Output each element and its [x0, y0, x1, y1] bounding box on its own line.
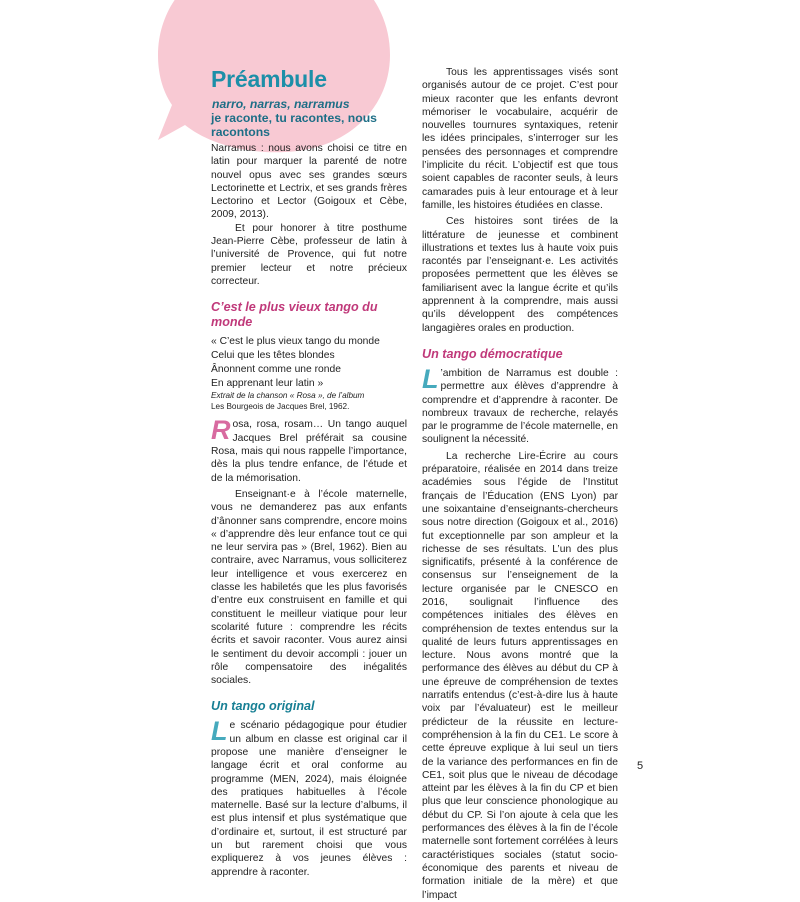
page-number: 5: [637, 760, 644, 772]
drop-cap: L: [422, 363, 439, 394]
poem-quote: [211, 335, 407, 390]
poem-caption: [211, 391, 407, 412]
poem-line: Ânonnent comme une ronde: [211, 363, 341, 375]
poem-line: Celui que les têtes blondes: [211, 350, 335, 362]
poem-caption-line: Les Bourgeois de Jacques Brel, 1962.: [211, 401, 350, 411]
drop-cap: R: [211, 415, 231, 446]
right-column: [422, 66, 618, 902]
original-paragraph: Le scénario pédagogique pour étudier un album en classe est original car il propose une manière d’enseigner le langage écrit et oral conforme au programme (MEN, 2024), mais éloignée des pratiques habituelles à l’école maternelle. Basé sur la lecture d’albums, il est plus intensif et plus systématique que d’ordinaire et, surtout, il est structuré par un but rarement choisi que vous expliquerez à vos jeunes élèves : apprendre à raconter.: [211, 716, 407, 878]
section-heading-tango-democratique: Un tango démocratique: [422, 346, 563, 361]
recherche-paragraph: La recherche Lire-Écrire au cours préparatoire, réalisée en 2014 dans treize académies sous l’égide de l’Institut français de l’Éducation (ENS Lyon) par une soixantaine d’enseignants-chercheurs sous notre direction (Goigoux et al., 2016) fut exceptionnelle par son ampleur et la richesse de ses résultats. L’un des plus significatifs, présenté à la conférence de consensus sur l’enseignement de la lecture organisée par le CNESCO en 2016, soulignait l’influence des compétences initiales des élèves en compréhension de textes entendus sur la qualité de leurs futurs apprentissages en lecture. Nous avons montré que la performance des élèves au début du CP à une épreuve de compréhension de textes narratifs entendus (c’est-à-dire lus à haute voix par l’évaluateur) est le meilleur prédicteur de la réussite en lecture-compréhension à la fin du CE1. Le score à cette épreuve explique à lui seul un tiers de la variance des performances en fin de CE1, soit plus que le niveau de décodage atteint par les élèves à la fin du CP et bien plus que leur conscience phonologique au début du CP. Si l’on ajoute à cela que les performances des élèves à la fin de l’école maternelle sont fortement corrélées à leurs caractéristiques sociales (statut socio-économique des parents et niveau de formation initiale de la mère) et que l’impact: [422, 450, 618, 901]
tribute-paragraph: Et pour honorer à titre posthume Jean-Pierre Cèbe, professeur de latin à l’université de Provence, qui fut notre premier lecteur et notre précieux correcteur.: [211, 222, 407, 287]
enseignant-paragraph: Enseignant·e à l’école maternelle, vous ne demanderez pas aux enfants d’ânonner sans comprendre, encore moins « d’apprendre dès leur enfance tout ce qui ne leur servira pas » (Brel, 1962). Bien au contraire, avec Narramus, vous solliciterez leur intelligence et vous exercerez en classe les habiletés que les plus favorisés d’entre eux construisent en famille et qui constituent le meilleur viatique pour leur scolarité future : comprendre les récits écrits et savoir raconter. Vous aurez ainsi le sentiment du devoir accompli : jouer un rôle compensatoire des inégalités sociales.: [211, 488, 407, 687]
ambition-paragraph: L ’ambition de Narramus est double : permettre aux élèves d’apprendre à comprendre et d’apprendre à raconter. De nombreux travaux de recherche, relayés par le programme de l’école maternelle, en soulignent la nécessité.: [422, 363, 618, 446]
subtitle-french: je raconte, tu racontes, nous racontons: [211, 111, 377, 139]
left-column: [211, 66, 407, 879]
rosa-paragraph: Rosa, rosa, rosam… Un tango auquel Jacques Brel préférait sa cousine Rosa, mais qui nous rappelle l’importance, dès la plus tendre enfance, de l’étude et de la mémorisation.: [211, 415, 407, 484]
poem-line: « C’est le plus vieux tango du monde: [211, 336, 380, 348]
projet-paragraph: Tous les apprentissages visés sont organisés autour de ce projet. C’est pour mieux raconter que les enfants devront mémoriser le vocabulaire, acquérir de nouvelles tournures syntaxiques, retenir les idées principales, s’interroger sur les pensées des personnages et comprendre l’implicite du récit. L’objectif est que tous soient capables de raconter seuls, à leurs camarades puis à leur entourage et à leur famille, les histoires étudiées en classe.: [422, 67, 618, 211]
drop-cap: L: [211, 716, 228, 747]
page-title: Préambule: [211, 66, 327, 92]
subtitle-latin: narro, narras, narramus: [212, 97, 350, 111]
histoires-paragraph: Ces histoires sont tirées de la littérature de jeunesse et combinent illustrations et textes lus à haute voix puis racontés par l’enseignant·e. Les activités proposées permettent que les élèves se familiarisent avec la langue écrite et qu’ils apprennent à la comprendre, mais aussi qu’ils développent des compétences langagières orales en production.: [422, 216, 618, 334]
intro-paragraph: Narramus : nous avons choisi ce titre en latin pour marquer la parenté de notre nouvel opus avec ses grandes sœurs Lectorinette et Lectrix, et ses grands frères Lectorino et Lector (Goigoux et Cèbe, 2009, 2013).: [211, 143, 407, 221]
section-heading-tango-original: Un tango original: [211, 699, 315, 714]
section-heading-tango-monde: C’est le plus vieux tango du monde: [211, 300, 378, 330]
poem-line: En apprenant leur latin »: [211, 377, 324, 389]
poem-caption-line: Extrait de la chanson « Rosa », de l’album: [211, 391, 365, 401]
